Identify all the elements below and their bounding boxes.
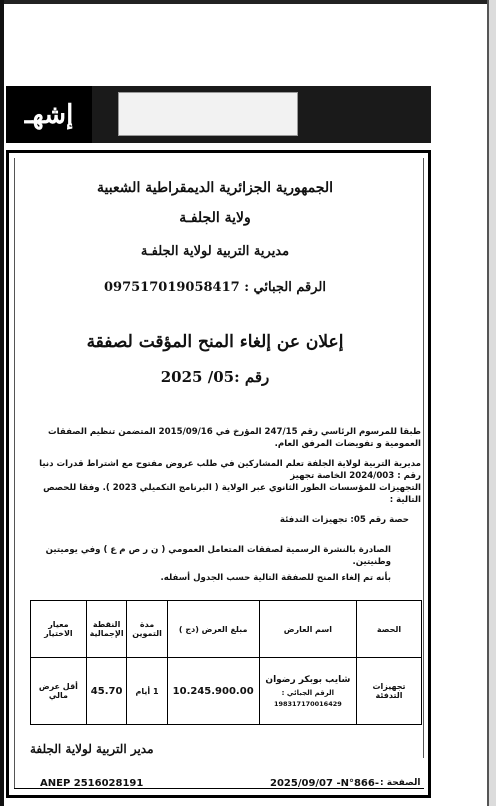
column-header: النقطة الإجمالية xyxy=(86,601,127,658)
footer-page-label: الصفحة : xyxy=(380,778,421,788)
inner-rule-left xyxy=(14,158,15,788)
lot-bullet: حصة رقم 05: تجهيزات التدفئة xyxy=(279,515,409,525)
cell-criterion: أقل عرض مالي xyxy=(31,658,87,725)
cell-bidder xyxy=(259,658,356,725)
notice-paragraph: طبقا للمرسوم الرئاسي رقم 247/15 المؤرخ في 2015/09/16 المتضمن تنظيم الصفقات العمومية و تفويضات المرفق العام. xyxy=(48,427,421,449)
award-table xyxy=(30,600,422,725)
cell-lot: تجهيزات التدفئة xyxy=(357,658,422,725)
scan-left-border xyxy=(0,0,4,806)
column-header: الحصة xyxy=(357,601,422,658)
directorate-line: مديرية التربية لولاية الجلفـة xyxy=(140,244,290,259)
column-header: اسم العارض xyxy=(259,601,356,658)
signature-line: مدير التربية لولاية الجلفة xyxy=(30,742,154,756)
column-header: معيار الاختيار xyxy=(31,601,87,658)
bidder-tax-label: الرقم الجبائي : xyxy=(281,688,335,697)
table-row xyxy=(31,658,422,725)
notice-paragraph: بأنه تم إلغاء المنح للصفقة التالية حسب الجدول أسفله. xyxy=(160,573,391,583)
tax-number-line: الرقم الجبائي : 097517019058417 xyxy=(104,280,326,295)
notice-paragraph: مديرية التربية لولاية الجلفة تعلم المشاركين في طلب عروض مفتوح مع اشتراط قدرات دنيا رقم : 2024/003 الخاصة تجهيز xyxy=(39,459,421,481)
cell-amount: 10.245.900.00 xyxy=(167,658,259,725)
footer-date-issue: 2025/09/07 -N°866- xyxy=(270,778,379,789)
scan-top-border xyxy=(0,0,496,4)
republic-line: الجمهورية الجزائرية الديمقراطية الشعبية xyxy=(96,180,333,196)
scan-right-border xyxy=(487,0,496,806)
notice-paragraph: التجهيزات للمؤسسات الطور الثانوي عبر الولاية ( البرنامج التكميلي 2023 ). وفقا للحصص التالية : xyxy=(43,483,421,505)
bidder-name: شايب بوبكر رضوان xyxy=(265,674,351,685)
cell-score: 45.70 xyxy=(86,658,127,725)
column-header: مدة التموين xyxy=(127,601,167,658)
notice-number: رقم :05/ 2025 xyxy=(160,368,270,386)
footer-anep: ANEP 2516028191 xyxy=(40,778,144,789)
wilaya-line: ولاية الجلفـة xyxy=(179,210,251,226)
header-word: إشهـ xyxy=(6,86,92,143)
cell-duration: 1 أيام xyxy=(127,658,167,725)
table-header-row xyxy=(31,601,422,658)
bidder-tax-number: 198317170016429 xyxy=(273,699,342,708)
inner-rule-right xyxy=(423,158,424,758)
notice-paragraph: الصادرة بالنشرة الرسمية لصفقات المتعامل العمومي ( ن ر ص م ع ) وفي يوميتين وطنيتين. xyxy=(45,545,391,567)
column-header: مبلغ العرض (دج ) xyxy=(167,601,259,658)
notice-title: إعلان عن إلغاء المنح المؤقت لصفقة xyxy=(86,332,344,352)
header-masked-area xyxy=(118,92,298,136)
